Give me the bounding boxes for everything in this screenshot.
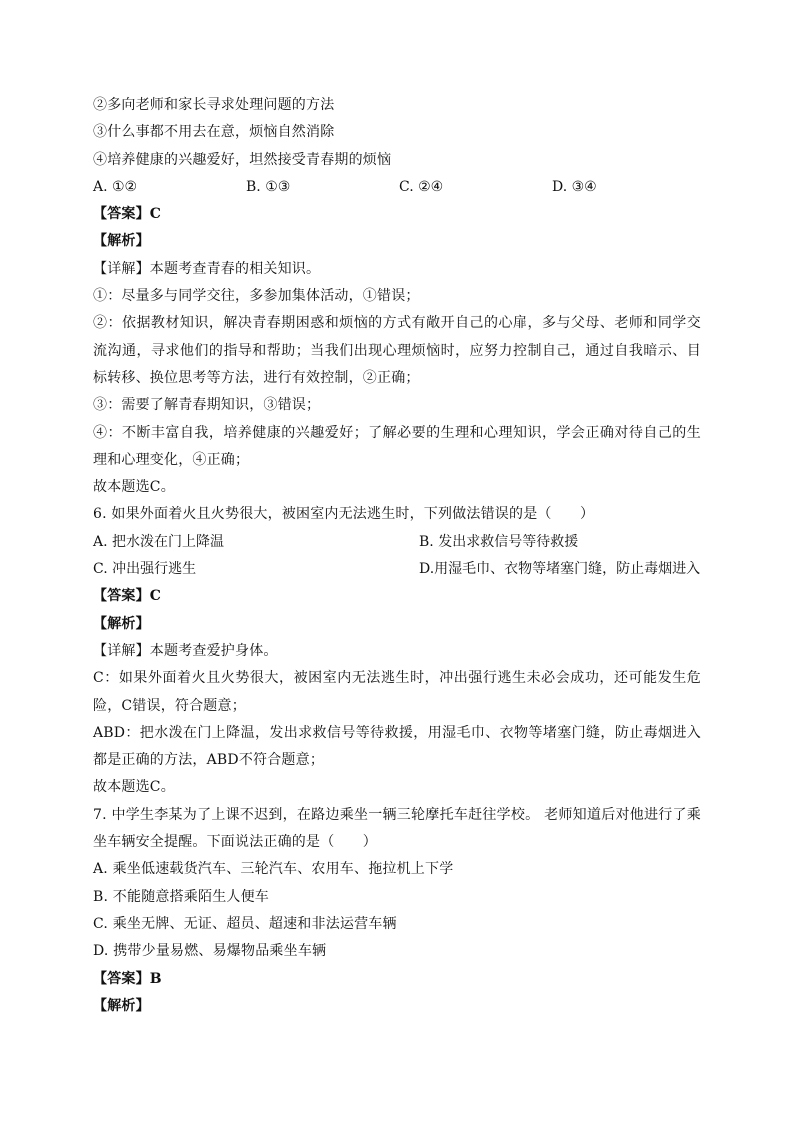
q5-option-d: D. ③④ bbox=[552, 178, 597, 195]
q5-item-2: ②多向老师和家长寻求处理问题的方法 bbox=[93, 97, 335, 113]
q6-detail: 【详解】本题考查爱护身体。 bbox=[93, 642, 278, 659]
q5-explain-3: ③：需要了解青春期知识，③错误； bbox=[93, 397, 321, 414]
q5-option-a: A. ①② bbox=[93, 178, 138, 195]
q6-explain-1: C：如果外面着火且火势很大，被困室内无法逃生时，冲出强行逃生未必会成功，还可能发生危险，C错误，符合题意； bbox=[93, 670, 701, 714]
q6-option-a: A. 把水泼在门上降温 bbox=[93, 533, 225, 550]
q5-analysis-label: 【解析】 bbox=[93, 233, 150, 250]
q6-answer: 【答案】C bbox=[93, 588, 162, 605]
q6-analysis-label: 【解析】 bbox=[93, 615, 150, 632]
document-page bbox=[93, 92, 705, 1020]
q7-option-c: C. 乘坐无牌、无证、超员、超速和非法运营车辆 bbox=[93, 915, 397, 932]
q5-item-3: ③什么事都不用去在意，烦恼自然消除 bbox=[93, 124, 335, 141]
q5-option-b: B. ①③ bbox=[246, 178, 291, 195]
q6-option-c: C. 冲出强行逃生 bbox=[93, 561, 197, 578]
q7-analysis-label: 【解析】 bbox=[93, 997, 150, 1014]
q5-answer: 【答案】C bbox=[93, 206, 162, 223]
q6-option-b: B. 发出求救信号等待救援 bbox=[419, 533, 579, 550]
q7-option-d: D. 携带少量易燃、易爆物品乘坐车辆 bbox=[93, 943, 327, 960]
q6-explain-2: ABD：把水泼在门上降温，发出求救信号等待救援，用湿毛巾、衣物等堵塞门缝，防止毒烟进入都是正确的方法，ABD不符合题意； bbox=[93, 724, 701, 769]
q5-explain-1: ①：尽量多与同学交往，多参加集体活动，①错误； bbox=[93, 288, 420, 305]
q5-detail: 【详解】本题考查青春的相关知识。 bbox=[93, 260, 321, 277]
q5-explain-4: ④：不断丰富自我，培养健康的兴趣爱好；了解必要的生理和心理知识，学会正确对待自己的生理和心理变化，④正确； bbox=[93, 424, 701, 468]
q7-option-b: B. 不能随意搭乘陌生人便车 bbox=[93, 888, 269, 905]
q7-stem: 7. 中学生李某为了上课不迟到，在路边乘坐一辆三轮摩托车赶往学校。 老师知道后对他进行了乘坐车辆安全提醒。下面说法正确的是（ ） bbox=[93, 806, 701, 851]
q6-stem: 6. 如果外面着火且火势很大，被困室内无法逃生时，下列做法错误的是（ ） bbox=[93, 506, 595, 523]
q5-explain-2: ②：依据教材知识，解决青春期困惑和烦恼的方式有敞开自己的心扉，多与父母、老师和同学交流沟通，寻求他们的指导和帮助；当我们出现心理烦恼时，应努力控制自己，通过自我暗示、目标转移、换位思考等方法，进行有效控制，②正确； bbox=[93, 315, 701, 386]
q6-options-row-2 bbox=[93, 556, 705, 583]
q6-option-d: D.用湿毛巾、衣物等堵塞门缝，防止毒烟进入 bbox=[419, 561, 701, 578]
q7-option-a: A. 乘坐低速载货汽车、三轮汽车、农用车、拖拉机上下学 bbox=[93, 861, 454, 878]
q6-options-row-1 bbox=[93, 529, 705, 556]
q5-options bbox=[93, 174, 705, 201]
q5-item-4: ④培养健康的兴趣爱好，坦然接受青春期的烦恼 bbox=[93, 151, 392, 168]
q6-conclusion: 故本题选C。 bbox=[93, 779, 175, 796]
q5-option-c: C. ②④ bbox=[399, 178, 444, 195]
q5-conclusion: 故本题选C。 bbox=[93, 479, 175, 496]
q7-answer: 【答案】B bbox=[93, 970, 162, 987]
